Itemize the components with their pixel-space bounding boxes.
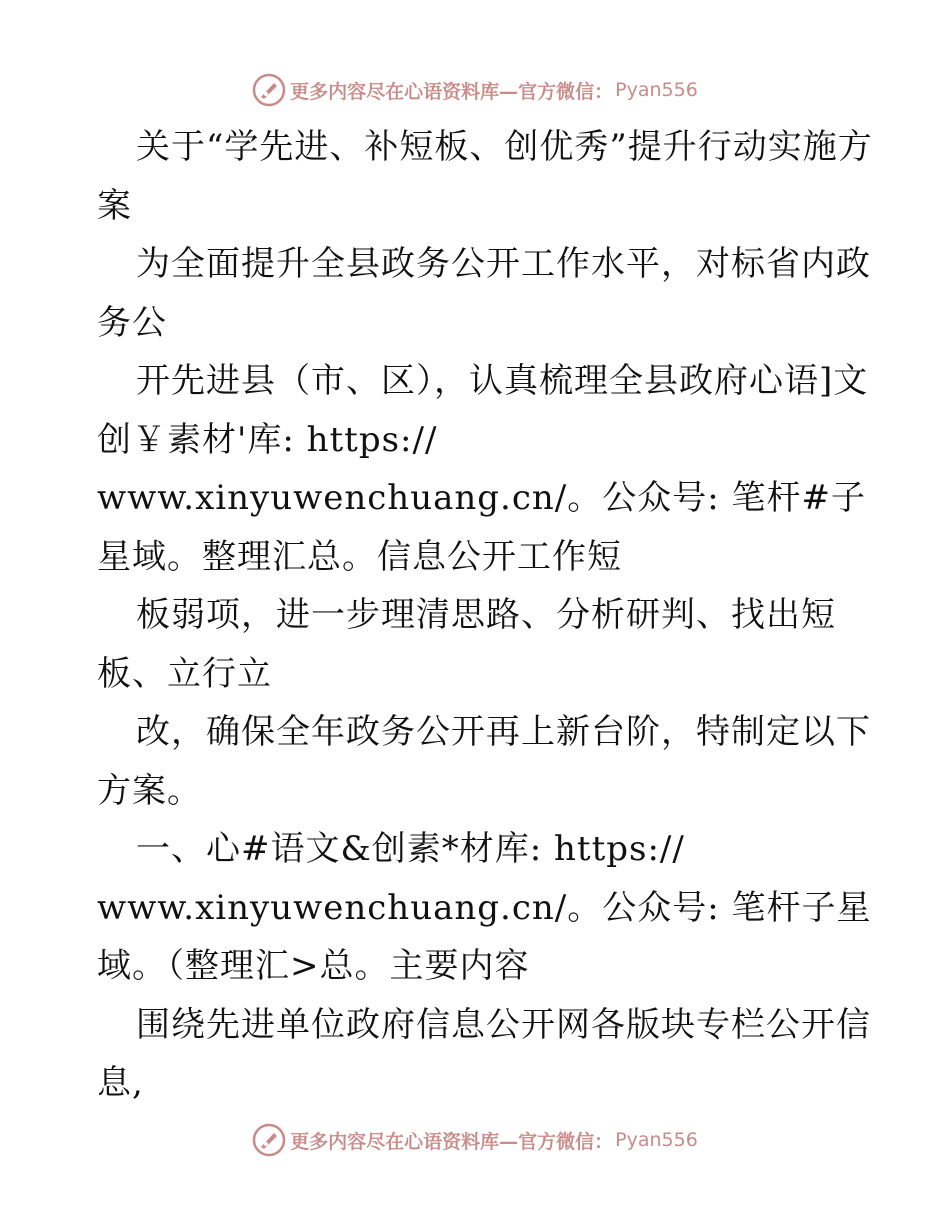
paragraph-line: www.xinyuwenchuang.cn/。公众号: 笔杆#子星域。整理汇总。信息公开工作短: [97, 478, 866, 577]
banner-wechat-id: Pyan556: [615, 79, 698, 101]
section-heading: 一、心#语文&创素*材库: https://: [136, 829, 685, 869]
banner-text: 更多内容尽在心语资料库—官方微信：: [290, 80, 614, 103]
paragraph-line: www.xinyuwenchuang.cn/。公众号: 笔杆子星域。（整理汇>总。主要内容: [97, 887, 872, 986]
footer-banner: [0, 1120, 950, 1160]
banner-wechat-id: Pyan556: [615, 1129, 698, 1151]
document-title: 关于“学先进、补短板、创优秀”提升行动实施方案: [97, 127, 873, 226]
pen-nib-logo-icon: [252, 1123, 286, 1157]
paragraph-line: 板弱项，进一步理清思路、分析研判、找出短板、立行立: [97, 595, 836, 694]
header-banner: [0, 70, 950, 110]
document-body: [97, 118, 897, 1113]
paragraph-line: 改，确保全年政务公开再上新台阶，特制定以下方案。: [97, 712, 871, 811]
paragraph-line: 开先进县（市、区），认真梳理全县政府心语]文创￥素材'库: https://: [97, 361, 869, 460]
pen-nib-logo-icon: [252, 73, 286, 107]
paragraph-line: 围绕先进单位政府信息公开网各版块专栏公开信息,: [97, 1004, 871, 1103]
banner-text: 更多内容尽在心语资料库—官方微信：: [290, 1130, 614, 1153]
paragraph-line: 为全面提升全县政务公开工作水平，对标省内政务公: [97, 244, 871, 343]
